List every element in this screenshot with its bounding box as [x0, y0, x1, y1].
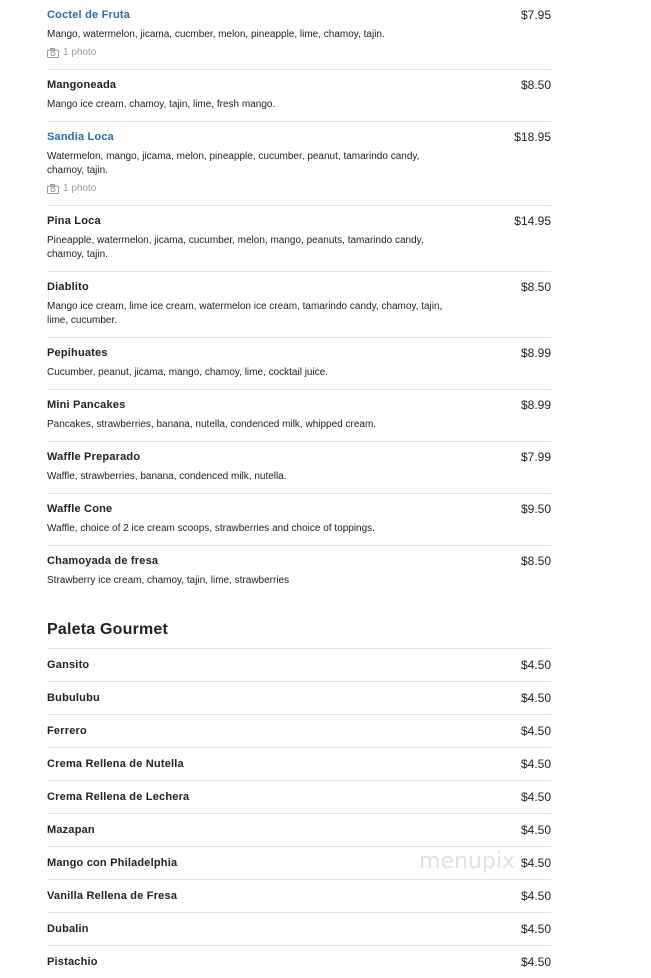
menu-item — [47, 913, 551, 946]
menu-item — [47, 390, 551, 442]
item-price: $4.50 — [520, 922, 551, 936]
menu-item — [47, 546, 551, 597]
menu-item — [47, 122, 551, 206]
item-price: $4.50 — [520, 724, 551, 738]
item-description: Mango ice cream, chamoy, tajin, lime, fresh mango. — [47, 99, 276, 110]
menu-item — [47, 0, 551, 70]
menu-item — [47, 70, 551, 122]
item-name: Pistachio — [47, 956, 98, 968]
photo-link[interactable] — [47, 182, 551, 196]
item-price: $9.50 — [520, 502, 551, 516]
item-price: $4.50 — [520, 823, 551, 837]
item-price: $14.95 — [514, 214, 551, 228]
item-price: $8.99 — [520, 346, 551, 360]
item-description: Cucumber, peanut, jicama, mango, chamoy, lime, cocktail juice. — [47, 367, 329, 378]
menu-item — [47, 814, 551, 847]
item-price: $8.50 — [520, 554, 551, 568]
menu-item — [47, 748, 551, 781]
item-price: $4.50 — [520, 955, 551, 969]
item-name: Waffle Cone — [47, 503, 113, 515]
menu-item — [47, 338, 551, 390]
menu-item — [47, 206, 551, 272]
menu-item — [47, 494, 551, 546]
item-price: $4.50 — [520, 658, 551, 672]
item-name: Pepihuates — [47, 347, 108, 359]
item-description: Waffle, strawberries, banana, condenced milk, nutella. — [47, 471, 287, 482]
camera-icon — [47, 48, 59, 58]
menu-item — [47, 682, 551, 715]
item-description: Pineapple, watermelon, jicama, cucumber, melon, mango, peanuts, tamarindo candy, chamoy, tajin. — [47, 235, 424, 260]
menu-item — [47, 442, 551, 494]
item-name: Gansito — [47, 659, 90, 671]
item-description: Pancakes, strawberries, banana, nutella, condenced milk, whipped cream. — [47, 419, 377, 430]
item-description: Mango, watermelon, jicama, cucmber, melon, pineapple, lime, chamoy, tajin. — [47, 29, 385, 40]
item-description: Waffle, choice of 2 ice cream scoops, strawberries and choice of toppings. — [47, 523, 375, 534]
item-name: Mango con Philadelphia — [47, 857, 178, 869]
item-name: Mangoneada — [47, 79, 117, 91]
item-price: $7.99 — [520, 450, 551, 464]
photo-count: 1 photo — [63, 47, 97, 58]
item-description: Mango ice cream, lime ice cream, watermelon ice cream, tamarindo candy, chamoy, tajin, lime, cucumber. — [47, 301, 443, 326]
item-price: $4.50 — [520, 691, 551, 705]
item-name: Dubalin — [47, 923, 89, 935]
item-name: Mini Pancakes — [47, 399, 126, 411]
item-price: $4.50 — [520, 889, 551, 903]
item-name: Vanilla Rellena de Fresa — [47, 890, 178, 902]
menu-item — [47, 715, 551, 748]
item-name: Pina Loca — [47, 215, 101, 227]
menu-item — [47, 272, 551, 338]
item-description: Strawberry ice cream, chamoy, tajin, lime, strawberries — [47, 575, 290, 586]
item-price: $8.99 — [520, 398, 551, 412]
item-description: Watermelon, mango, jicama, melon, pineapple, cucumber, peanut, tamarindo candy, chamoy, tajin. — [47, 151, 420, 176]
section-title: Paleta Gourmet — [47, 621, 169, 638]
item-name: Crema Rellena de Lechera — [47, 791, 190, 803]
item-name-link[interactable]: Coctel de Fruta — [47, 9, 131, 21]
item-price: $4.50 — [520, 856, 551, 870]
menu-list — [47, 0, 551, 978]
menu-item — [47, 946, 551, 978]
item-price: $7.95 — [520, 8, 551, 22]
item-name: Chamoyada de fresa — [47, 555, 159, 567]
item-name: Ferrero — [47, 725, 87, 737]
item-name: Bubulubu — [47, 692, 100, 704]
item-price: $4.50 — [520, 790, 551, 804]
item-price: $4.50 — [520, 757, 551, 771]
item-name: Waffle Preparado — [47, 451, 141, 463]
item-name: Crema Rellena de Nutella — [47, 758, 184, 770]
photo-link[interactable] — [47, 46, 551, 60]
item-price: $8.50 — [520, 280, 551, 294]
item-price: $8.50 — [520, 78, 551, 92]
menu-item — [47, 781, 551, 814]
item-price: $18.95 — [514, 130, 551, 144]
item-name-link[interactable]: Sandia Loca — [47, 131, 114, 143]
photo-count: 1 photo — [63, 183, 97, 194]
item-name: Mazapan — [47, 824, 95, 836]
menu-item — [47, 880, 551, 913]
menu-item — [47, 649, 551, 682]
camera-icon — [47, 184, 59, 194]
watermark-logo: menupix — [419, 849, 515, 874]
item-name: Diablito — [47, 281, 89, 293]
